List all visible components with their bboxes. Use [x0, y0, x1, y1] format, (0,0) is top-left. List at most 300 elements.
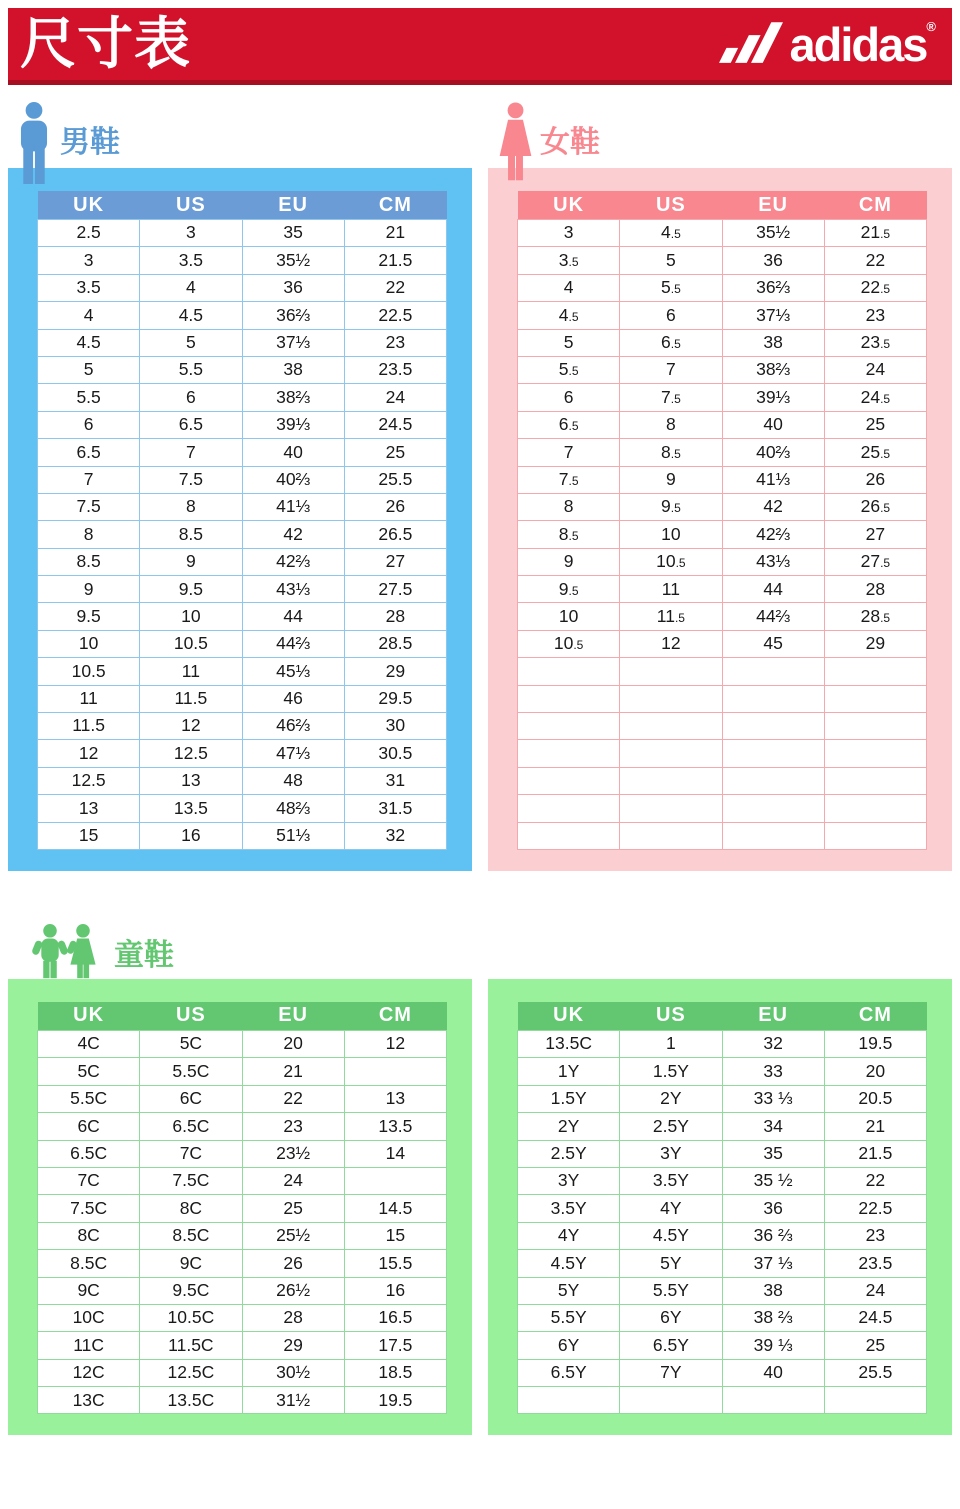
- table-row: [518, 439, 927, 466]
- table-cell: 35 ½: [722, 1167, 824, 1194]
- table-cell: 6.5C: [38, 1140, 140, 1167]
- table-cell: 5.5: [518, 356, 620, 383]
- column-header: US: [140, 1002, 242, 1031]
- table-cell: 23: [824, 1222, 926, 1249]
- table-cell: [824, 767, 926, 794]
- table-cell: 23: [344, 329, 446, 356]
- table-row: [38, 1332, 447, 1359]
- table-cell: 28: [242, 1304, 344, 1331]
- table-cell: 26.5: [344, 521, 446, 548]
- table-row: [518, 1167, 927, 1194]
- table-cell: [620, 740, 722, 767]
- table-row: [38, 740, 447, 767]
- table-cell: 5.5C: [38, 1085, 140, 1112]
- table-row: [518, 822, 927, 849]
- table-cell: 7: [518, 439, 620, 466]
- column-header: CM: [824, 191, 926, 220]
- table-row: [38, 795, 447, 822]
- table-row: [38, 1250, 447, 1277]
- men-table-frame: [8, 168, 472, 871]
- table-cell: 2Y: [620, 1085, 722, 1112]
- table-cell: [722, 713, 824, 740]
- table-cell: 13.5: [344, 1113, 446, 1140]
- table-cell: 4Y: [518, 1222, 620, 1249]
- table-cell: [518, 740, 620, 767]
- table-cell: 8.5: [518, 521, 620, 548]
- table-row: [38, 274, 447, 301]
- table-cell: 7Y: [620, 1359, 722, 1386]
- table-cell: 1Y: [518, 1058, 620, 1085]
- table-cell: 5Y: [620, 1250, 722, 1277]
- table-cell: [824, 822, 926, 849]
- table-cell: 16: [140, 822, 242, 849]
- table-cell: 6.5C: [140, 1113, 242, 1140]
- table-cell: 22: [344, 274, 446, 301]
- table-cell: [824, 740, 926, 767]
- table-row: [38, 384, 447, 411]
- table-cell: 33: [722, 1058, 824, 1085]
- table-cell: 5.5: [140, 356, 242, 383]
- table-cell: 3.5: [518, 247, 620, 274]
- table-cell: 7.5C: [38, 1195, 140, 1222]
- table-cell: 9: [620, 466, 722, 493]
- column-header: EU: [722, 1002, 824, 1031]
- table-cell: 3.5: [38, 274, 140, 301]
- table-row: [518, 1250, 927, 1277]
- table-cell: 6.5Y: [620, 1332, 722, 1359]
- table-cell: 5C: [140, 1030, 242, 1057]
- table-row: [38, 767, 447, 794]
- table-row: [38, 247, 447, 274]
- table-cell: 36: [722, 1195, 824, 1222]
- header-row: [518, 191, 927, 220]
- table-row: [518, 1030, 927, 1057]
- table-cell: 12: [344, 1030, 446, 1057]
- table-cell: 7.5: [38, 493, 140, 520]
- table-cell: 30.5: [344, 740, 446, 767]
- table-cell: 9: [140, 548, 242, 575]
- table-cell: 42: [242, 521, 344, 548]
- table-cell: [722, 1387, 824, 1414]
- table-cell: 25: [344, 439, 446, 466]
- table-cell: 38: [242, 356, 344, 383]
- table-row: [518, 1140, 927, 1167]
- table-cell: 1.5Y: [620, 1058, 722, 1085]
- table-cell: 2.5Y: [518, 1140, 620, 1167]
- table-cell: 35½: [722, 220, 824, 247]
- table-cell: 38: [722, 1277, 824, 1304]
- table-row: [38, 1058, 447, 1085]
- header-row: [518, 1002, 927, 1031]
- table-row: [518, 274, 927, 301]
- table-cell: 42⅔: [242, 548, 344, 575]
- table-row: [38, 302, 447, 329]
- table-cell: 10.5: [38, 658, 140, 685]
- table-cell: 29: [242, 1332, 344, 1359]
- table-cell: 3: [518, 220, 620, 247]
- table-cell: 24.5: [824, 1304, 926, 1331]
- table-cell: 21.5: [824, 220, 926, 247]
- table-row: [38, 1085, 447, 1112]
- table-cell: 23.5: [824, 1250, 926, 1277]
- table-cell: 33 ⅓: [722, 1085, 824, 1112]
- table-cell: 24: [344, 384, 446, 411]
- table-row: [518, 302, 927, 329]
- table-cell: 5.5C: [140, 1058, 242, 1085]
- table-cell: 10C: [38, 1304, 140, 1331]
- table-cell: 4: [38, 302, 140, 329]
- table-cell: 12.5C: [140, 1359, 242, 1386]
- table-row: [38, 1030, 447, 1057]
- table-cell: 10.5: [620, 548, 722, 575]
- table-cell: 12.5: [140, 740, 242, 767]
- table-cell: [344, 1167, 446, 1194]
- table-cell: 13: [38, 795, 140, 822]
- men-size-table: [37, 191, 447, 850]
- table-cell: 6.5: [620, 329, 722, 356]
- table-row: [518, 658, 927, 685]
- table-cell: 20: [824, 1058, 926, 1085]
- table-cell: 6.5: [518, 411, 620, 438]
- table-cell: 3: [140, 220, 242, 247]
- table-cell: 39⅓: [722, 384, 824, 411]
- table-row: [38, 1140, 447, 1167]
- table-cell: [722, 658, 824, 685]
- table-row: [38, 1277, 447, 1304]
- table-row: [518, 220, 927, 247]
- table-row: [518, 1332, 927, 1359]
- table-cell: 28: [344, 603, 446, 630]
- table-cell: 5: [140, 329, 242, 356]
- column-header: US: [140, 191, 242, 220]
- column-header: CM: [824, 1002, 926, 1031]
- table-cell: 3Y: [518, 1167, 620, 1194]
- table-cell: [824, 795, 926, 822]
- table-cell: 46: [242, 685, 344, 712]
- table-cell: 35: [242, 220, 344, 247]
- table-cell: 4Y: [620, 1195, 722, 1222]
- table-row: [518, 1304, 927, 1331]
- table-cell: 31.5: [344, 795, 446, 822]
- table-row: [518, 1222, 927, 1249]
- column-header: US: [620, 1002, 722, 1031]
- table-cell: 2.5Y: [620, 1113, 722, 1140]
- table-cell: 13: [344, 1085, 446, 1112]
- page-title: 尺寸表: [20, 12, 191, 75]
- table-cell: 23: [824, 302, 926, 329]
- table-cell: [518, 767, 620, 794]
- table-cell: 9: [38, 576, 140, 603]
- table-cell: 35: [722, 1140, 824, 1167]
- table-row: [518, 329, 927, 356]
- table-cell: [620, 822, 722, 849]
- table-cell: 12: [620, 630, 722, 657]
- table-cell: 31½: [242, 1387, 344, 1414]
- table-cell: [722, 685, 824, 712]
- table-cell: 16.5: [344, 1304, 446, 1331]
- table-cell: 18.5: [344, 1359, 446, 1386]
- table-cell: 25½: [242, 1222, 344, 1249]
- table-cell: 4.5: [620, 220, 722, 247]
- table-cell: [620, 767, 722, 794]
- table-cell: 10: [38, 630, 140, 657]
- table-cell: 29.5: [344, 685, 446, 712]
- table-cell: 3: [38, 247, 140, 274]
- table-cell: 5.5Y: [620, 1277, 722, 1304]
- banner: [8, 8, 952, 85]
- table-cell: 3Y: [620, 1140, 722, 1167]
- table-cell: 6C: [140, 1085, 242, 1112]
- table-cell: 44⅔: [722, 603, 824, 630]
- table-cell: [518, 1387, 620, 1414]
- table-cell: 4.5Y: [518, 1250, 620, 1277]
- kids-size-table-left: [37, 1002, 447, 1414]
- table-cell: 6: [620, 302, 722, 329]
- table-cell: 5.5: [620, 274, 722, 301]
- kids-left-table-frame: [8, 979, 472, 1435]
- table-cell: 7.5: [620, 384, 722, 411]
- kids-right-section: [488, 979, 952, 1435]
- table-row: [38, 1359, 447, 1386]
- table-cell: 51⅓: [242, 822, 344, 849]
- women-section: [488, 85, 952, 871]
- table-cell: 8: [38, 521, 140, 548]
- table-cell: 10.5C: [140, 1304, 242, 1331]
- table-row: [38, 576, 447, 603]
- table-cell: 5.5Y: [518, 1304, 620, 1331]
- kids-right-table-frame: [488, 979, 952, 1435]
- table-cell: 38⅔: [242, 384, 344, 411]
- table-cell: 13: [140, 767, 242, 794]
- table-cell: 39⅓: [242, 411, 344, 438]
- table-row: [38, 658, 447, 685]
- table-row: [38, 822, 447, 849]
- table-cell: 42⅔: [722, 521, 824, 548]
- table-cell: 9: [518, 548, 620, 575]
- table-cell: [722, 740, 824, 767]
- table-cell: 24.5: [344, 411, 446, 438]
- column-header: CM: [344, 1002, 446, 1031]
- table-cell: 6Y: [620, 1304, 722, 1331]
- table-cell: 9.5: [38, 603, 140, 630]
- table-cell: 8: [140, 493, 242, 520]
- table-cell: 39 ⅓: [722, 1332, 824, 1359]
- table-cell: 9.5C: [140, 1277, 242, 1304]
- table-row: [38, 220, 447, 247]
- table-row: [38, 1113, 447, 1140]
- table-row: [38, 713, 447, 740]
- table-cell: 14: [344, 1140, 446, 1167]
- table-row: [518, 521, 927, 548]
- table-cell: 40: [242, 439, 344, 466]
- table-cell: 4.5Y: [620, 1222, 722, 1249]
- table-cell: 2.5: [38, 220, 140, 247]
- men-section: [8, 85, 472, 871]
- table-cell: 23: [242, 1113, 344, 1140]
- table-cell: 10: [620, 521, 722, 548]
- table-cell: 12: [38, 740, 140, 767]
- table-cell: [518, 713, 620, 740]
- table-cell: 20: [242, 1030, 344, 1057]
- table-cell: 8: [518, 493, 620, 520]
- table-cell: 7: [38, 466, 140, 493]
- man-icon: [14, 102, 54, 184]
- table-cell: 6C: [38, 1113, 140, 1140]
- table-cell: 27.5: [344, 576, 446, 603]
- table-cell: 24.5: [824, 384, 926, 411]
- table-cell: 19.5: [344, 1387, 446, 1414]
- table-cell: 41⅓: [242, 493, 344, 520]
- table-cell: 11.5C: [140, 1332, 242, 1359]
- table-cell: 28.5: [824, 603, 926, 630]
- table-row: [518, 767, 927, 794]
- women-section-label: 女鞋: [540, 126, 600, 159]
- table-cell: 3.5Y: [620, 1167, 722, 1194]
- table-cell: 30: [344, 713, 446, 740]
- women-table-frame: [488, 168, 952, 871]
- table-cell: 28.5: [344, 630, 446, 657]
- table-cell: 38 ⅔: [722, 1304, 824, 1331]
- table-cell: 4C: [38, 1030, 140, 1057]
- table-cell: 7C: [140, 1140, 242, 1167]
- column-header: UK: [38, 1002, 140, 1031]
- table-cell: 44: [242, 603, 344, 630]
- table-cell: 9.5: [140, 576, 242, 603]
- table-cell: 6: [518, 384, 620, 411]
- table-cell: 6.5Y: [518, 1359, 620, 1386]
- table-cell: 15.5: [344, 1250, 446, 1277]
- table-row: [518, 384, 927, 411]
- column-header: EU: [242, 191, 344, 220]
- table-cell: 4.5: [518, 302, 620, 329]
- table-cell: 48: [242, 767, 344, 794]
- table-cell: 48⅔: [242, 795, 344, 822]
- table-row: [518, 1085, 927, 1112]
- table-row: [38, 1387, 447, 1414]
- table-cell: 26: [242, 1250, 344, 1277]
- table-cell: 8.5: [620, 439, 722, 466]
- table-row: [518, 713, 927, 740]
- table-row: [518, 795, 927, 822]
- table-cell: 41⅓: [722, 466, 824, 493]
- women-size-table: [517, 191, 927, 850]
- registered-mark: ®: [926, 19, 936, 34]
- table-row: [38, 356, 447, 383]
- table-row: [518, 1058, 927, 1085]
- table-cell: 43⅓: [242, 576, 344, 603]
- table-cell: 10.5: [140, 630, 242, 657]
- table-cell: 22: [242, 1085, 344, 1112]
- women-section-header: [488, 85, 952, 168]
- table-cell: 4: [140, 274, 242, 301]
- table-cell: 40: [722, 1359, 824, 1386]
- table-cell: [824, 658, 926, 685]
- table-cell: [620, 795, 722, 822]
- table-cell: 26.5: [824, 493, 926, 520]
- table-cell: 17.5: [344, 1332, 446, 1359]
- table-cell: 24: [824, 356, 926, 383]
- column-header: UK: [38, 191, 140, 220]
- table-cell: 37⅓: [242, 329, 344, 356]
- table-cell: 9C: [38, 1277, 140, 1304]
- table-row: [518, 466, 927, 493]
- table-cell: 24: [242, 1167, 344, 1194]
- table-row: [518, 1277, 927, 1304]
- table-cell: 8C: [140, 1195, 242, 1222]
- table-cell: 9.5: [620, 493, 722, 520]
- girl-icon: [64, 924, 102, 984]
- table-cell: 21: [344, 220, 446, 247]
- table-cell: 37⅓: [722, 302, 824, 329]
- table-cell: 7.5C: [140, 1167, 242, 1194]
- table-cell: 45: [722, 630, 824, 657]
- table-cell: [518, 822, 620, 849]
- table-cell: 36⅔: [242, 302, 344, 329]
- table-cell: 9.5: [518, 576, 620, 603]
- table-cell: 11.5: [140, 685, 242, 712]
- column-header: US: [620, 191, 722, 220]
- table-cell: 27: [344, 548, 446, 575]
- table-row: [38, 329, 447, 356]
- table-cell: 7.5: [518, 466, 620, 493]
- table-cell: 11.5: [38, 713, 140, 740]
- table-cell: 27.5: [824, 548, 926, 575]
- table-cell: 46⅔: [242, 713, 344, 740]
- table-cell: 36⅔: [722, 274, 824, 301]
- table-cell: 2Y: [518, 1113, 620, 1140]
- table-cell: 32: [722, 1030, 824, 1057]
- table-cell: 13.5: [140, 795, 242, 822]
- table-cell: 6.5: [38, 439, 140, 466]
- table-cell: 5.5: [38, 384, 140, 411]
- table-cell: 12C: [38, 1359, 140, 1386]
- table-cell: 26: [824, 466, 926, 493]
- table-cell: 47⅓: [242, 740, 344, 767]
- table-cell: 22: [824, 1167, 926, 1194]
- table-cell: 10: [140, 603, 242, 630]
- table-cell: 13.5C: [518, 1030, 620, 1057]
- table-cell: [620, 1387, 722, 1414]
- table-cell: 3.5: [140, 247, 242, 274]
- table-row: [518, 603, 927, 630]
- table-cell: 21: [242, 1058, 344, 1085]
- table-cell: 8.5C: [38, 1250, 140, 1277]
- table-cell: 7: [140, 439, 242, 466]
- table-cell: 16: [344, 1277, 446, 1304]
- table-cell: 21.5: [344, 247, 446, 274]
- table-cell: 3.5Y: [518, 1195, 620, 1222]
- men-section-header: [8, 85, 472, 168]
- table-cell: 25: [824, 411, 926, 438]
- header-row: [38, 191, 447, 220]
- table-cell: 4.5: [140, 302, 242, 329]
- table-cell: 6: [140, 384, 242, 411]
- table-row: [38, 685, 447, 712]
- woman-icon: [494, 102, 537, 184]
- table-cell: 5: [518, 329, 620, 356]
- table-cell: 27: [824, 521, 926, 548]
- table-cell: 15: [344, 1222, 446, 1249]
- table-cell: 9C: [140, 1250, 242, 1277]
- table-cell: [722, 795, 824, 822]
- table-cell: 38: [722, 329, 824, 356]
- table-cell: 44⅔: [242, 630, 344, 657]
- table-row: [518, 411, 927, 438]
- table-cell: [824, 1387, 926, 1414]
- table-cell: 8: [620, 411, 722, 438]
- table-cell: 5: [38, 356, 140, 383]
- table-cell: 6: [38, 411, 140, 438]
